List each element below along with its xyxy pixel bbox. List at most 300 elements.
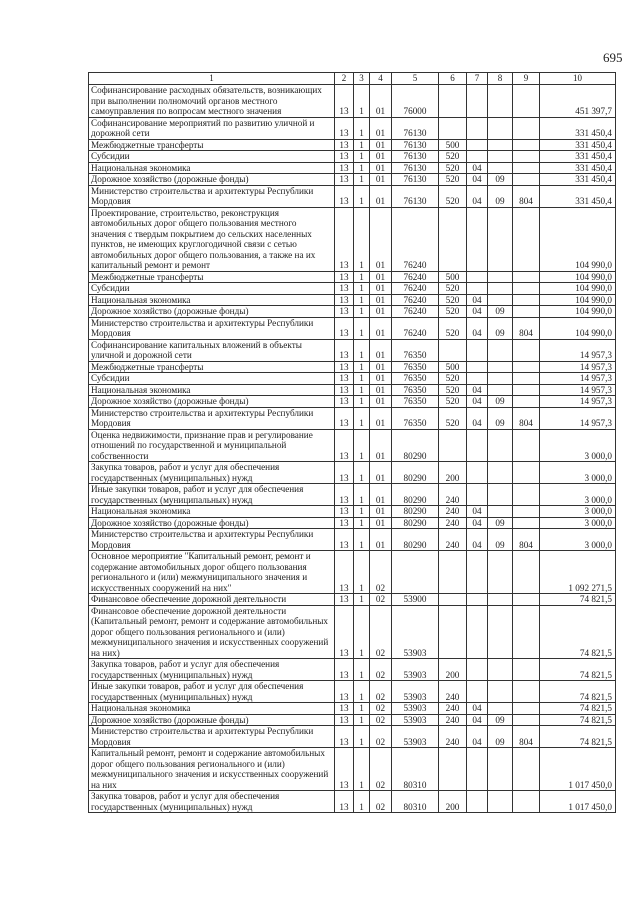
department-code <box>467 361 488 373</box>
subdepartment-code <box>488 429 513 462</box>
table-row <box>89 594 616 606</box>
section-code: 1 <box>354 681 370 703</box>
table-row <box>89 429 616 462</box>
subsection-code: 01 <box>370 174 392 186</box>
row-name: Иные закупки товаров, работ и услуг для обеспечения государственных (муниципальных) нужд <box>89 681 335 703</box>
department-code <box>467 605 488 659</box>
amount-value: 74 821,5 <box>540 714 616 726</box>
section-code: 1 <box>354 462 370 484</box>
subsection-code: 01 <box>370 339 392 361</box>
amount-value: 104 990,0 <box>540 283 616 295</box>
table-row <box>89 748 616 791</box>
ministry-code: 13 <box>335 726 354 748</box>
department-code: 04 <box>467 726 488 748</box>
subsection-code: 01 <box>370 484 392 506</box>
ministry-code: 13 <box>335 294 354 306</box>
target-article-code: 53903 <box>392 605 439 659</box>
subdepartment-code <box>488 271 513 283</box>
row-name: Межбюджетные трансферты <box>89 361 335 373</box>
expense-type-code <box>439 339 467 361</box>
expense-type-code: 520 <box>439 384 467 396</box>
department-code: 04 <box>467 174 488 186</box>
subdepartment-code <box>488 703 513 715</box>
subsection-code: 01 <box>370 529 392 551</box>
amount-value: 74 821,5 <box>540 681 616 703</box>
table-row <box>89 703 616 715</box>
row-name: Софинансирование капитальных вложений в объекты уличной и дорожной сети <box>89 339 335 361</box>
amount-value: 1 017 450,0 <box>540 791 616 813</box>
column-header: 6 <box>439 73 467 85</box>
subsection-code: 01 <box>370 429 392 462</box>
section-code: 1 <box>354 151 370 163</box>
section-code: 1 <box>354 396 370 408</box>
row-name: Субсидии <box>89 283 335 295</box>
column-header: 5 <box>392 73 439 85</box>
expense-type-code: 520 <box>439 162 467 174</box>
row-name: Министерство строительства и архитектуры Республики Мордовия <box>89 407 335 429</box>
subdepartment-code <box>488 681 513 703</box>
target-article-code: 53903 <box>392 659 439 681</box>
gov-code <box>513 517 540 529</box>
gov-code: 804 <box>513 185 540 207</box>
table-row <box>89 462 616 484</box>
target-article-code: 80290 <box>392 484 439 506</box>
subsection-code: 01 <box>370 139 392 151</box>
gov-code <box>513 748 540 791</box>
section-code: 1 <box>354 484 370 506</box>
row-name: Оценка недвижимости, признание прав и регулирование отношений по государственной и муниципальной собственности <box>89 429 335 462</box>
amount-value: 14 957,3 <box>540 396 616 408</box>
ministry-code: 13 <box>335 185 354 207</box>
ministry-code: 13 <box>335 207 354 271</box>
row-name: Дорожное хозяйство (дорожные фонды) <box>89 306 335 318</box>
table-row <box>89 207 616 271</box>
column-header: 10 <box>540 73 616 85</box>
section-code: 1 <box>354 506 370 518</box>
row-name: Финансовое обеспечение дорожной деятельности <box>89 594 335 606</box>
table-row <box>89 317 616 339</box>
target-article-code: 53903 <box>392 681 439 703</box>
row-name: Национальная экономика <box>89 384 335 396</box>
department-code <box>467 271 488 283</box>
subsection-code: 01 <box>370 317 392 339</box>
target-article-code: 80290 <box>392 517 439 529</box>
gov-code <box>513 506 540 518</box>
department-code: 04 <box>467 306 488 318</box>
expense-type-code: 500 <box>439 361 467 373</box>
row-name: Министерство строительства и архитектуры Республики Мордовия <box>89 185 335 207</box>
table-row <box>89 294 616 306</box>
gov-code <box>513 339 540 361</box>
target-article-code: 80290 <box>392 429 439 462</box>
subsection-code: 01 <box>370 306 392 318</box>
department-code <box>467 283 488 295</box>
section-code: 1 <box>354 714 370 726</box>
row-name: Министерство строительства и архитектуры Республики Мордовия <box>89 529 335 551</box>
gov-code <box>513 283 540 295</box>
table-row <box>89 117 616 139</box>
row-name: Министерство строительства и архитектуры Республики Мордовия <box>89 726 335 748</box>
target-article-code: 76240 <box>392 283 439 295</box>
table-row <box>89 726 616 748</box>
subdepartment-code: 09 <box>488 317 513 339</box>
subsection-code: 01 <box>370 85 392 118</box>
row-name: Национальная экономика <box>89 703 335 715</box>
gov-code: 804 <box>513 317 540 339</box>
subdepartment-code: 09 <box>488 517 513 529</box>
gov-code <box>513 271 540 283</box>
subdepartment-code <box>488 373 513 385</box>
department-code: 04 <box>467 529 488 551</box>
ministry-code: 13 <box>335 703 354 715</box>
expense-type-code: 240 <box>439 506 467 518</box>
target-article-code: 76130 <box>392 162 439 174</box>
department-code <box>467 594 488 606</box>
table-row <box>89 714 616 726</box>
subdepartment-code <box>488 339 513 361</box>
target-article-code: 76130 <box>392 151 439 163</box>
section-code: 1 <box>354 317 370 339</box>
column-header: 2 <box>335 73 354 85</box>
section-code: 1 <box>354 294 370 306</box>
expense-type-code: 500 <box>439 139 467 151</box>
table-row <box>89 151 616 163</box>
target-article-code: 76240 <box>392 317 439 339</box>
expense-type-code <box>439 551 467 594</box>
expense-type-code: 520 <box>439 407 467 429</box>
row-name: Иные закупки товаров, работ и услуг для обеспечения государственных (муниципальных) нужд <box>89 484 335 506</box>
expense-type-code: 240 <box>439 714 467 726</box>
target-article-code: 76130 <box>392 174 439 186</box>
subsection-code: 01 <box>370 396 392 408</box>
expense-type-code: 520 <box>439 283 467 295</box>
row-name: Дорожное хозяйство (дорожные фонды) <box>89 174 335 186</box>
gov-code <box>513 659 540 681</box>
column-header: 8 <box>488 73 513 85</box>
amount-value: 14 957,3 <box>540 407 616 429</box>
target-article-code: 80290 <box>392 529 439 551</box>
department-code <box>467 659 488 681</box>
row-name: Субсидии <box>89 373 335 385</box>
amount-value: 3 000,0 <box>540 429 616 462</box>
subsection-code: 01 <box>370 207 392 271</box>
subsection-code: 01 <box>370 517 392 529</box>
ministry-code: 13 <box>335 529 354 551</box>
department-code <box>467 117 488 139</box>
row-name: Межбюджетные трансферты <box>89 271 335 283</box>
department-code: 04 <box>467 703 488 715</box>
target-article-code: 80310 <box>392 791 439 813</box>
target-article-code: 76350 <box>392 384 439 396</box>
gov-code: 804 <box>513 726 540 748</box>
table-row <box>89 681 616 703</box>
expense-type-code <box>439 429 467 462</box>
amount-value: 3 000,0 <box>540 462 616 484</box>
gov-code <box>513 207 540 271</box>
ministry-code: 13 <box>335 396 354 408</box>
expense-type-code: 520 <box>439 396 467 408</box>
gov-code <box>513 384 540 396</box>
gov-code <box>513 681 540 703</box>
section-code: 1 <box>354 791 370 813</box>
department-code: 04 <box>467 384 488 396</box>
expense-type-code <box>439 748 467 791</box>
department-code: 04 <box>467 714 488 726</box>
table-row <box>89 85 616 118</box>
department-code <box>467 748 488 791</box>
row-name: Софинансирование расходных обязательств, возникающих при выполнении полномочий органов местного самоуправления по вопросам местного значения <box>89 85 335 118</box>
target-article-code: 53900 <box>392 594 439 606</box>
subsection-code: 01 <box>370 407 392 429</box>
section-code: 1 <box>354 384 370 396</box>
subdepartment-code <box>488 85 513 118</box>
amount-value: 74 821,5 <box>540 703 616 715</box>
subdepartment-code: 09 <box>488 407 513 429</box>
page-number: 695 <box>603 50 623 65</box>
gov-code <box>513 85 540 118</box>
column-header: 9 <box>513 73 540 85</box>
row-name: Основное мероприятие "Капитальный ремонт, ремонт и содержание автомобильных дорог общего пользования регионального и (или) межмуниципального значения и искусственных сооружений на них" <box>89 551 335 594</box>
subdepartment-code <box>488 484 513 506</box>
section-code: 1 <box>354 407 370 429</box>
subsection-code: 02 <box>370 714 392 726</box>
subsection-code: 01 <box>370 271 392 283</box>
ministry-code: 13 <box>335 429 354 462</box>
expense-type-code: 240 <box>439 681 467 703</box>
gov-code <box>513 605 540 659</box>
department-code <box>467 681 488 703</box>
gov-code <box>513 361 540 373</box>
ministry-code: 13 <box>335 748 354 791</box>
section-code: 1 <box>354 306 370 318</box>
expense-type-code: 240 <box>439 517 467 529</box>
gov-code <box>513 174 540 186</box>
gov-code <box>513 791 540 813</box>
target-article-code: 76240 <box>392 306 439 318</box>
ministry-code: 13 <box>335 506 354 518</box>
table-row <box>89 139 616 151</box>
amount-value: 331 450,4 <box>540 185 616 207</box>
subsection-code: 02 <box>370 703 392 715</box>
section-code: 1 <box>354 605 370 659</box>
subsection-code: 02 <box>370 791 392 813</box>
expense-type-code: 520 <box>439 151 467 163</box>
gov-code <box>513 162 540 174</box>
ministry-code: 13 <box>335 714 354 726</box>
target-article-code: 80290 <box>392 506 439 518</box>
subdepartment-code <box>488 605 513 659</box>
ministry-code: 13 <box>335 681 354 703</box>
target-article-code: 53903 <box>392 726 439 748</box>
row-name: Проектирование, строительство, реконструкция автомобильных дорог общего пользования местного значения с твердым покрытием до сельских населенных пунктов, не имеющих круглогодичной связи с сетью автомобильных дорог общего пользования, а также на их капитальный ремонт и ремонт <box>89 207 335 271</box>
subsection-code: 01 <box>370 185 392 207</box>
subdepartment-code <box>488 659 513 681</box>
subdepartment-code <box>488 791 513 813</box>
row-name: Дорожное хозяйство (дорожные фонды) <box>89 714 335 726</box>
amount-value: 331 450,4 <box>540 117 616 139</box>
expense-type-code: 200 <box>439 462 467 484</box>
subdepartment-code <box>488 594 513 606</box>
gov-code: 804 <box>513 529 540 551</box>
row-name: Национальная экономика <box>89 162 335 174</box>
ministry-code: 13 <box>335 339 354 361</box>
section-code: 1 <box>354 361 370 373</box>
ministry-code: 13 <box>335 306 354 318</box>
department-code <box>467 151 488 163</box>
table-row <box>89 551 616 594</box>
section-code: 1 <box>354 429 370 462</box>
table-row <box>89 384 616 396</box>
gov-code <box>513 703 540 715</box>
target-article-code: 76240 <box>392 294 439 306</box>
section-code: 1 <box>354 748 370 791</box>
ministry-code: 13 <box>335 407 354 429</box>
subdepartment-code <box>488 283 513 295</box>
subdepartment-code: 09 <box>488 174 513 186</box>
subsection-code: 02 <box>370 551 392 594</box>
ministry-code: 13 <box>335 605 354 659</box>
expense-type-code: 500 <box>439 271 467 283</box>
department-code: 04 <box>467 294 488 306</box>
amount-value: 74 821,5 <box>540 726 616 748</box>
amount-value: 104 990,0 <box>540 317 616 339</box>
subdepartment-code <box>488 162 513 174</box>
section-code: 1 <box>354 659 370 681</box>
target-article-code: 80290 <box>392 462 439 484</box>
subdepartment-code <box>488 139 513 151</box>
amount-value: 1 092 271,5 <box>540 551 616 594</box>
department-code: 04 <box>467 317 488 339</box>
gov-code <box>513 139 540 151</box>
table-row <box>89 396 616 408</box>
amount-value: 3 000,0 <box>540 484 616 506</box>
row-name: Закупка товаров, работ и услуг для обеспечения государственных (муниципальных) нужд <box>89 462 335 484</box>
section-code: 1 <box>354 594 370 606</box>
subsection-code: 01 <box>370 117 392 139</box>
expense-type-code: 520 <box>439 294 467 306</box>
gov-code <box>513 594 540 606</box>
section-code: 1 <box>354 271 370 283</box>
subsection-code: 01 <box>370 151 392 163</box>
table-row <box>89 373 616 385</box>
subdepartment-code <box>488 551 513 594</box>
expense-type-code: 520 <box>439 317 467 339</box>
department-code <box>467 139 488 151</box>
table-row <box>89 174 616 186</box>
table-row <box>89 791 616 813</box>
subsection-code: 01 <box>370 162 392 174</box>
target-article-code: 53903 <box>392 714 439 726</box>
section-code: 1 <box>354 139 370 151</box>
row-name: Дорожное хозяйство (дорожные фонды) <box>89 517 335 529</box>
department-code: 04 <box>467 162 488 174</box>
target-article-code: 76350 <box>392 339 439 361</box>
target-article-code: 76130 <box>392 139 439 151</box>
gov-code <box>513 429 540 462</box>
expense-type-code: 200 <box>439 791 467 813</box>
amount-value: 104 990,0 <box>540 207 616 271</box>
gov-code <box>513 117 540 139</box>
amount-value: 3 000,0 <box>540 506 616 518</box>
ministry-code: 13 <box>335 162 354 174</box>
target-article-code: 76350 <box>392 373 439 385</box>
section-code: 1 <box>354 373 370 385</box>
subdepartment-code <box>488 361 513 373</box>
target-article-code: 80310 <box>392 748 439 791</box>
department-code: 04 <box>467 396 488 408</box>
subdepartment-code <box>488 748 513 791</box>
expense-type-code <box>439 594 467 606</box>
target-article-code <box>392 551 439 594</box>
subdepartment-code <box>488 294 513 306</box>
target-article-code: 76130 <box>392 185 439 207</box>
ministry-code: 13 <box>335 484 354 506</box>
gov-code: 804 <box>513 407 540 429</box>
subdepartment-code: 09 <box>488 185 513 207</box>
subdepartment-code <box>488 207 513 271</box>
target-article-code: 76350 <box>392 361 439 373</box>
amount-value: 104 990,0 <box>540 306 616 318</box>
department-code <box>467 551 488 594</box>
table-row <box>89 185 616 207</box>
row-name: Капитальный ремонт, ремонт и содержание автомобильных дорог общего пользования регионального и (или) межмуниципального значения и искусственных сооружений на них <box>89 748 335 791</box>
target-article-code: 76240 <box>392 271 439 283</box>
table-row <box>89 529 616 551</box>
amount-value: 74 821,5 <box>540 594 616 606</box>
ministry-code: 13 <box>335 85 354 118</box>
amount-value: 74 821,5 <box>540 659 616 681</box>
subdepartment-code: 09 <box>488 529 513 551</box>
table-row <box>89 361 616 373</box>
expense-type-code: 240 <box>439 529 467 551</box>
table-row <box>89 407 616 429</box>
table-row <box>89 484 616 506</box>
expense-type-code: 520 <box>439 174 467 186</box>
department-code: 04 <box>467 506 488 518</box>
section-code: 1 <box>354 703 370 715</box>
subsection-code: 01 <box>370 294 392 306</box>
expense-type-code: 520 <box>439 185 467 207</box>
department-code: 04 <box>467 407 488 429</box>
expense-type-code <box>439 207 467 271</box>
ministry-code: 13 <box>335 361 354 373</box>
ministry-code: 13 <box>335 271 354 283</box>
expense-type-code: 240 <box>439 484 467 506</box>
amount-value: 14 957,3 <box>540 384 616 396</box>
row-name: Софинансирование мероприятий по развитию уличной и дорожной сети <box>89 117 335 139</box>
amount-value: 14 957,3 <box>540 339 616 361</box>
subdepartment-code: 09 <box>488 396 513 408</box>
ministry-code: 13 <box>335 151 354 163</box>
expense-type-code <box>439 605 467 659</box>
table-row <box>89 271 616 283</box>
department-code <box>467 462 488 484</box>
amount-value: 104 990,0 <box>540 294 616 306</box>
row-name: Межбюджетные трансферты <box>89 139 335 151</box>
gov-code <box>513 396 540 408</box>
column-header: 4 <box>370 73 392 85</box>
subsection-code: 01 <box>370 361 392 373</box>
ministry-code: 13 <box>335 659 354 681</box>
row-name: Финансовое обеспечение дорожной деятельности (Капитальный ремонт, ремонт и содержание автомобильных дорог общего пользования регионального и (или) межмуниципального значения и искусственных сооружений на них) <box>89 605 335 659</box>
target-article-code: 53903 <box>392 703 439 715</box>
table-row <box>89 283 616 295</box>
amount-value: 104 990,0 <box>540 271 616 283</box>
expense-type-code: 240 <box>439 703 467 715</box>
section-code: 1 <box>354 529 370 551</box>
row-name: Закупка товаров, работ и услуг для обеспечения государственных (муниципальных) нужд <box>89 659 335 681</box>
section-code: 1 <box>354 117 370 139</box>
